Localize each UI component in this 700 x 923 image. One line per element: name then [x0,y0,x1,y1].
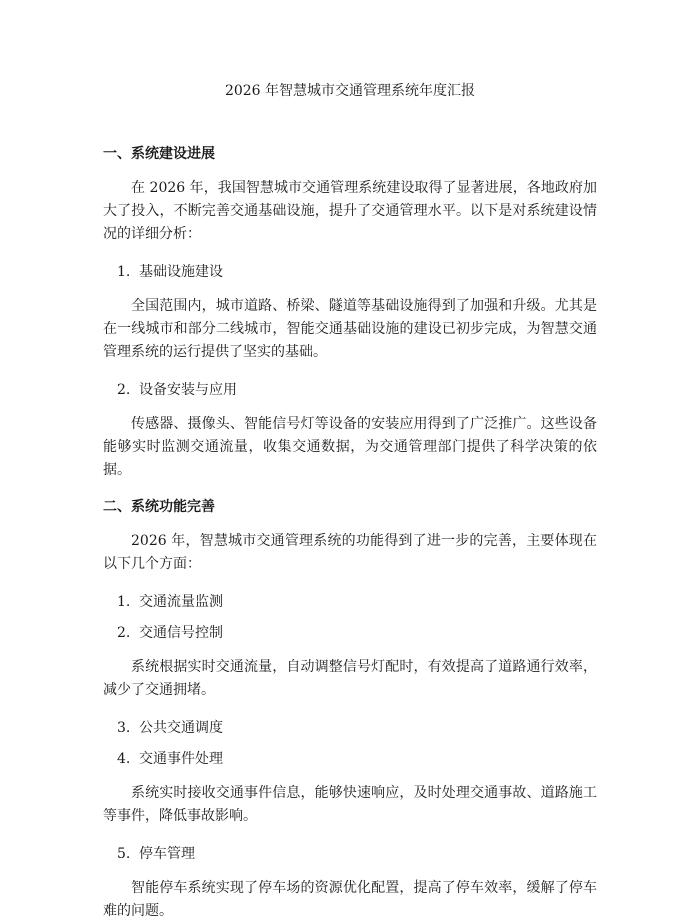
list-item-label: 交通流量监测 [139,594,223,610]
list-item-signal-control [103,623,597,643]
list-item-infrastructure [103,262,597,282]
paragraph-incident-handling: 系统实时接收交通事件信息，能够快速响应，及时处理交通事故、道路施工等事件，降低事故影响。 [103,785,597,824]
list-item-label: 交通信号控制 [139,625,223,641]
section-heading-construction: 一、系统建设进展 [103,146,215,162]
list-item-number: 4. [117,751,131,767]
list-item-label: 交通事件处理 [139,751,223,767]
paragraph-parking: 智能停车系统实现了停车场的资源优化配置，提高了停车效率，缓解了停车难的问题。 [103,880,597,919]
list-item-traffic-flow [103,592,597,612]
paragraph-infrastructure: 全国范围内，城市道路、桥梁、隧道等基础设施得到了加强和升级。尤其是在一线城市和部分二线城市，智能交通基础设施的建设已初步完成，为智慧交通管理系统的运行提供了坚实的基础。 [103,298,597,360]
list-item-parking [103,844,597,864]
section-heading-functions: 二、系统功能完善 [103,499,215,515]
list-item-number: 2. [117,382,131,398]
section-intro-functions: 2026 年，智慧城市交通管理系统的功能得到了进一步的完善，主要体现在以下几个方面： [103,533,597,572]
list-item-incident-handling [103,749,597,769]
document-title: 2026 年智慧城市交通管理系统年度汇报 [224,83,476,99]
list-item-number: 2. [117,625,131,641]
section-intro-construction: 在 2026 年，我国智慧城市交通管理系统建设取得了显著进展，各地政府加大了投入，不断完善交通基础设施，提升了交通管理水平。以下是对系统建设情况的详细分析： [103,180,597,242]
list-item-number: 1. [117,264,131,280]
list-item-label: 基础设施建设 [139,264,223,280]
list-item-number: 1. [117,594,131,610]
list-item-label: 公共交通调度 [139,720,223,736]
list-item-number: 5. [117,846,131,862]
list-item-equipment [103,380,597,400]
list-item-label: 设备安装与应用 [139,382,237,398]
paragraph-equipment: 传感器、摄像头、智能信号灯等设备的安装应用得到了广泛推广。这些设备能够实时监测交通流量，收集交通数据，为交通管理部门提供了科学决策的依据。 [103,416,597,478]
paragraph-signal-control: 系统根据实时交通流量，自动调整信号灯配时，有效提高了道路通行效率，减少了交通拥堵。 [103,659,597,698]
list-item-label: 停车管理 [139,846,195,862]
list-item-public-transit [103,718,597,738]
list-item-number: 3. [117,720,131,736]
